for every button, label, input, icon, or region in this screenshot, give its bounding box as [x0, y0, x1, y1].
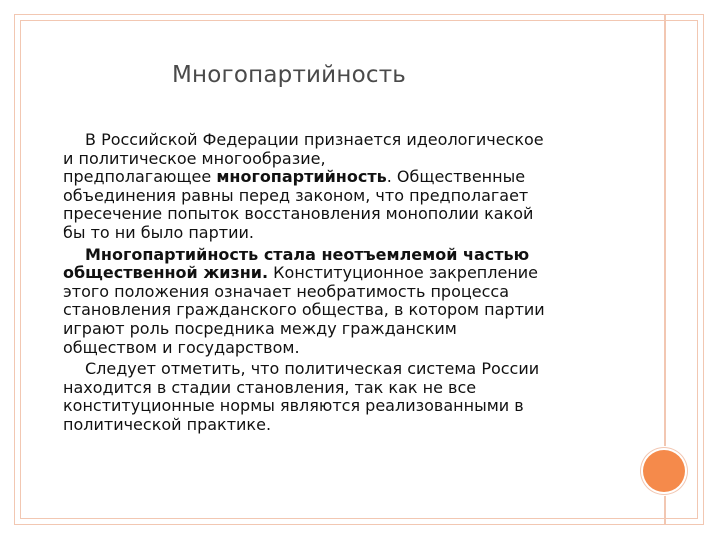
text-run: этого положения означает необратимость процесса [63, 281, 510, 301]
emphasis-text: многопартийность [216, 167, 387, 187]
text-run: бы то ни было партии. [63, 222, 254, 242]
text-line [63, 168, 623, 187]
text-line [63, 205, 623, 224]
paragraph-1 [63, 131, 623, 243]
text-line [63, 379, 623, 398]
text-run: находится в стадии становления, так как не все [63, 377, 477, 397]
text-line [63, 360, 623, 379]
emphasis-text: общественной жизни. [63, 263, 269, 283]
text-run: становления гражданского общества, в котором партии [63, 300, 545, 320]
text-line [63, 416, 623, 435]
text-run: В Российской Федерации признается идеологическое [85, 130, 544, 149]
text-line [63, 150, 623, 169]
text-run: обществом и государством. [63, 337, 300, 357]
text-run: политической практике. [63, 414, 272, 434]
text-run: Следует отметить, что политическая система России [85, 359, 540, 379]
text-line [63, 320, 623, 339]
text-run: . Общественные [386, 167, 526, 187]
text-run: объединения равны перед законом, что предполагает [63, 185, 529, 205]
text-line [63, 131, 623, 150]
text-run: пресечение попыток восстановления монополии какой [63, 204, 534, 224]
text-line [63, 283, 623, 302]
text-line [63, 397, 623, 416]
text-run: играют роль посредника между гражданским [63, 318, 457, 338]
emphasis-text: Многопартийность стала неотъемлемой частью [85, 244, 530, 264]
slide-title: Многопартийность [172, 62, 407, 88]
text-line [63, 301, 623, 320]
text-run: предполагающее [63, 167, 217, 187]
paragraph-3 [63, 360, 623, 434]
text-line [63, 339, 623, 358]
text-line [63, 187, 623, 206]
text-run: конституционные нормы являются реализованными в [63, 396, 524, 416]
text-run: и политическое многообразие, [63, 148, 326, 168]
text-line [63, 264, 623, 283]
filled-circle-icon [643, 450, 685, 492]
text-line [63, 224, 623, 243]
slide-body [63, 131, 623, 438]
paragraph-2 [63, 246, 623, 358]
text-run: Конституционное закрепление [268, 263, 539, 283]
text-line [63, 246, 623, 265]
